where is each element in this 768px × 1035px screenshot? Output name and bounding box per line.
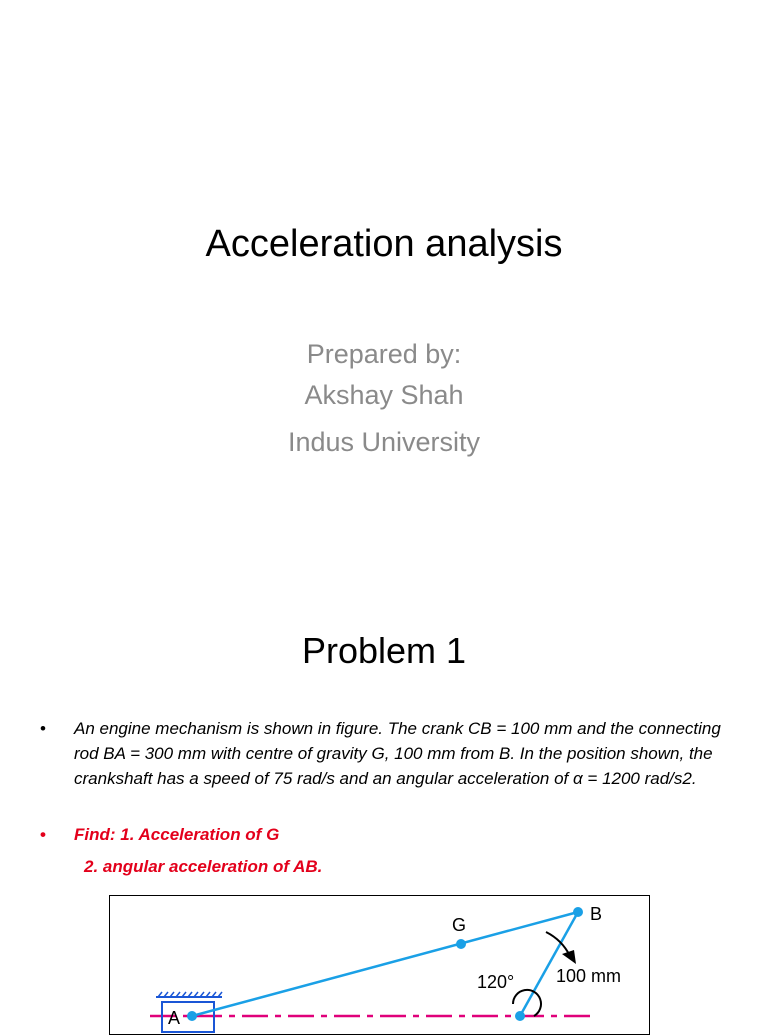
label-g: G [452, 915, 467, 935]
joint-a [187, 1011, 197, 1021]
joint-c [515, 1011, 525, 1021]
bullet-icon: • [40, 719, 46, 738]
institution-name: Indus University [287, 427, 481, 457]
label-a: A [168, 1008, 181, 1028]
rotation-arrow-head [562, 950, 576, 964]
joint-b [573, 907, 583, 917]
mechanism-diagram [110, 896, 650, 1035]
find-item-1: Find: 1. Acceleration of G [74, 825, 280, 844]
slide-title: Acceleration analysis [205, 223, 563, 265]
mechanism-figure [109, 895, 650, 1035]
label-crank-length: 100 mm [556, 966, 622, 986]
bullet-icon: • [40, 825, 46, 844]
connecting-rod-ab [192, 912, 578, 1016]
author-name: Akshay Shah [304, 380, 464, 410]
problem-statement-text: An engine mechanism is shown in figure. The crank CB = 100 mm and the connecting rod BA = 300 mm with centre of gravity G, 100 mm from B. In the position shown, the crankshaft has a speed of 75 rad/s and an angular acceleration of α = 1200 rad/s2. [74, 719, 721, 788]
prepared-by-label: Prepared by: [306, 339, 462, 369]
crank-cb [520, 912, 578, 1016]
problem-statement-bullet [40, 716, 740, 791]
label-angle: 120° [477, 972, 515, 992]
find-bullet [40, 822, 740, 847]
joint-g [456, 939, 466, 949]
problem-title: Problem 1 [301, 630, 467, 671]
rotation-arrow [546, 932, 570, 956]
find-item-2: 2. angular acceleration of AB. [84, 857, 323, 876]
label-b: B [590, 904, 603, 924]
